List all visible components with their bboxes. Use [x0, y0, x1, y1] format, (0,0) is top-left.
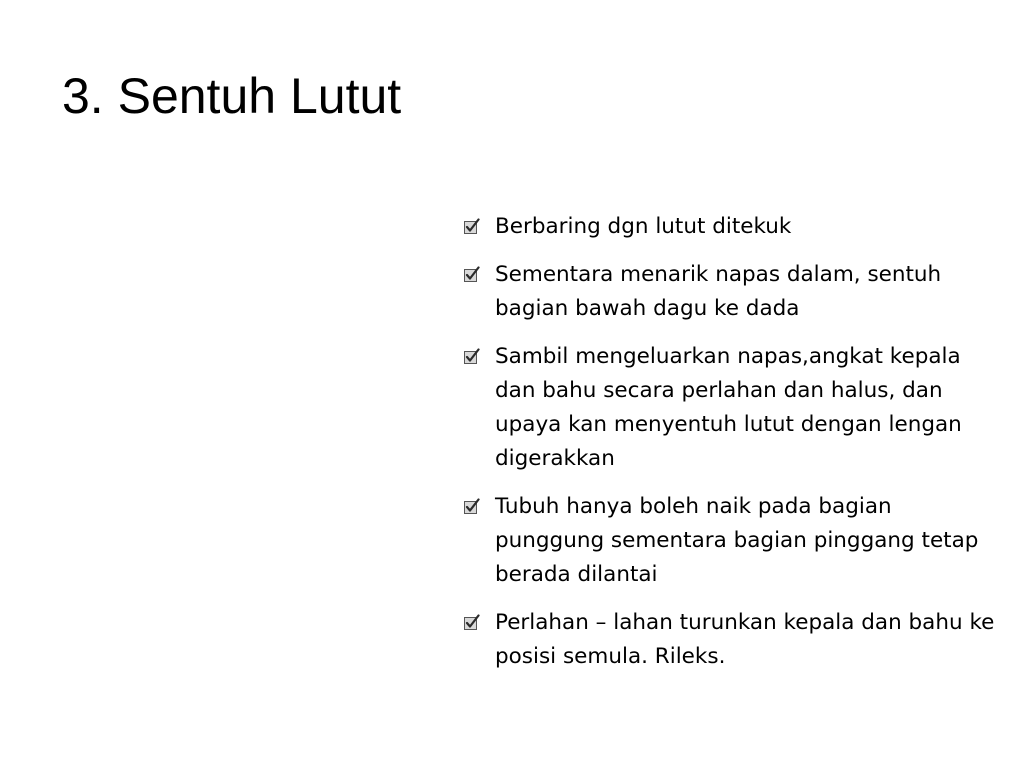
checked-box-icon: [464, 266, 481, 283]
bullet-text: Sambil mengeluarkan napas,angkat kepala dan bahu secara perlahan dan halus, dan upaya kan menyentuh lutut dengan lengan digerakkan: [495, 344, 962, 471]
checked-box-icon: [464, 218, 481, 235]
bullet-item: [464, 258, 1004, 326]
bullet-text: Perlahan – lahan turunkan kepala dan bahu ke posisi semula. Rileks.: [495, 610, 995, 669]
bullet-text: Berbaring dgn lutut ditekuk: [495, 214, 792, 239]
bullet-item: [464, 606, 1004, 674]
slide-title: 3. Sentuh Lutut: [62, 68, 402, 124]
checked-box-icon: [464, 614, 481, 631]
bullet-text: Tubuh hanya boleh naik pada bagian punggung sementara bagian pinggang tetap berada dilantai: [495, 494, 979, 587]
checked-box-icon: [464, 498, 481, 515]
bullet-text: Sementara menarik napas dalam, sentuh bagian bawah dagu ke dada: [495, 262, 942, 321]
bullet-list: [464, 210, 1004, 688]
checked-box-icon: [464, 348, 481, 365]
bullet-item: [464, 340, 1004, 476]
bullet-item: [464, 210, 1004, 244]
bullet-item: [464, 490, 1004, 592]
